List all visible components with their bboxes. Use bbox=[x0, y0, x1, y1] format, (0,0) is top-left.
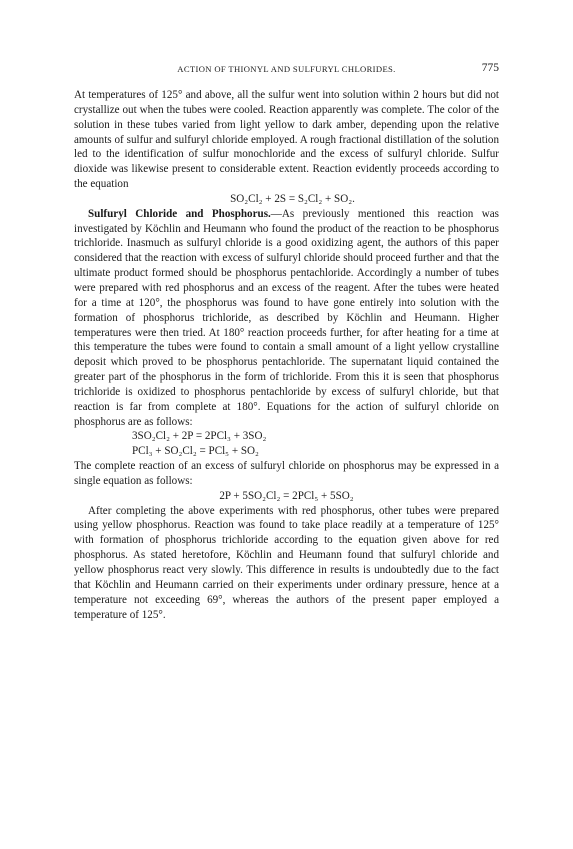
running-header bbox=[74, 64, 499, 74]
page-number: 775 bbox=[481, 62, 499, 74]
equation-phosphorus-2: PCl₃ + SO₂Cl₂ = PCl₅ + SO₂ bbox=[132, 445, 259, 458]
paragraph-sulfuryl-phosphorus bbox=[74, 207, 499, 430]
paragraph-complete-reaction: The complete reaction of an excess of sulfuryl chloride on phosphorus may be expressed in a single equation as follows: bbox=[74, 460, 499, 487]
section-heading: Sulfuryl Chloride and Phosphorus. bbox=[88, 207, 271, 220]
equation-phosphorus-1: 3SO₂Cl₂ + 2P = 2PCl₃ + 3SO₂ bbox=[132, 430, 267, 443]
equation-sulfur: SO₂Cl₂ + 2S = S₂Cl₂ + SO₂. bbox=[230, 192, 355, 205]
section-text: —As previously mentioned this reaction was investigated by Köchlin and Heumann who found the product of the reaction to be phosphorus trichloride. Inasmuch as sulfuryl chloride is a good oxidizing agent, the authors of this paper considered that the reaction with excess of sulfuryl chloride should proceed further and that the ultimate product formed should be phosphorus pentachloride. Accordingly a number of tubes were prepared with red phosphorus and an excess of the reagent. After the tubes were heated for a time at 120°, the phosphorus was found to have gone entirely into solution with the formation of phosphorus trichloride, as described by Köchlin and Heumann. Higher temperatures were then tried. At 180° reaction proceeds further, for after heating for a time at this temperature the tubes were found to contain a small amount of a light yellow crystalline deposit which proved to be phosphorus pentachloride. The supernatant liquid contained the greater part of the phosphorus in the form of trichloride. From this it is seen that phosphorus trichloride is oxidized to phosphorus pentachloride by excess of sulfuryl chloride, but that reaction is far from complete at 180°. Equations for the action of sulfuryl chloride on phosphorus are as follows: bbox=[74, 207, 499, 428]
running-title: ACTION OF THIONYL AND SULFURYL CHLORIDES. bbox=[177, 64, 396, 74]
equation-complete: 2P + 5SO₂Cl₂ = 2PCl₅ + 5SO₂ bbox=[219, 489, 354, 502]
article-body bbox=[74, 88, 499, 622]
paragraph-sulfur-reaction: At temperatures of 125° and above, all the sulfur went into solution within 2 hours but did not crystallize out when the tubes were cooled. Reaction apparently was complete. The color of the solution in these tubes varied from light yellow to dark amber, depending upon the relative amounts of sulfur and sulfuryl chloride employed. A rough fractional distillation of the solution led to the identification of sulfur monochloride and the excess of sulfuryl chloride. Sulfur dioxide was likewise present to considerable extent. Reaction evidently proceeds according to the equation bbox=[74, 89, 499, 191]
paragraph-yellow-phosphorus: After completing the above experiments with red phosphorus, other tubes were prepared using yellow phosphorus. Reaction was found to take place readily at a temperature of 125° with formation of phosphorus trichloride according to the equation given above for red phosphorus. As stated heretofore, Köchlin and Heumann found that sulfuryl chloride and yellow phosphorus react very slowly. This difference in results is undoubtedly due to the fact that Köchlin and Heumann carried on their experiments under ordinary pressure, hence at a temperature not exceeding 69°, whereas the authors of the present paper employed a temperature of 125°. bbox=[74, 504, 499, 621]
equation-group-phosphorus bbox=[74, 429, 499, 459]
